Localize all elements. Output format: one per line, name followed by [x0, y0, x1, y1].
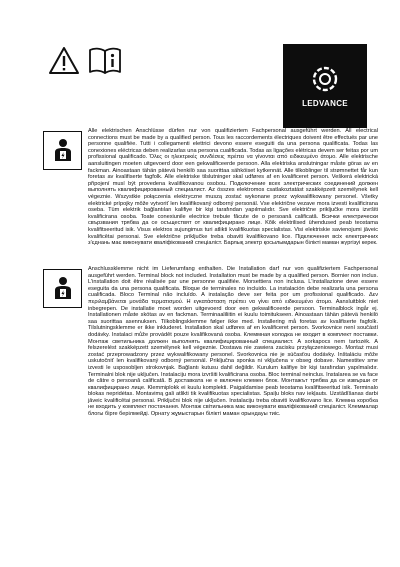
- terminal-block-electrician-icon: [43, 269, 82, 308]
- section-terminal-block: [88, 266, 378, 418]
- qualified-electrician-icon: [43, 131, 82, 170]
- section-electrical-connections-text: Alle elektrischen Anschlüsse dürfen nur von qualifiziertem Fachpersonal ausgeführt werden. All electrical connections must be made by a qualified person. Tous les raccordements électriques doivent être effectués par une personne qualifiée. Tutti i collegamenti elettrici devono essere eseguiti da una persona qualificata. Todas las conexiones eléctricas deben realizarlas una persona cualificada. Todas as ligações elétricas devem ser feitas por um profissional qualificado. Όλες οι ηλεκτρικές συνδέσεις πρέπει να γίνονται από ειδικευμένο άτομο. Alle elektrische aansluitingen moeten uitgevoerd door een gekwalificeerde persoon. Alla elektriska anslutningar måste göras av en fackman. Ainoastaan tähän pätevä henkilö saa suorittaa sähköiset kytkennät. Alle tilkoblinger til strømnettet får kun foretas av kvalifiserte fagfolk. Alle elektriske tilslutninger skal udføres af en kvalificeret person. Veškerá elektrická připojení musí být provedena kvalifikovanou osobou. Подключение всех электрических соединений должен выполнять квалифицированный специалист. Az összes elektromos csatlakoztatást szakképzett személynek kell végeznie. Wszystkie połączenia elektryczne muszą zostać wykonane przez wykwalifikowany personel. Všetky elektrické prípojky môže vytvoriť len kvalifikovaný odborný personál. Vse električne vezave mora izvesti kvalificirana oseba. Tüm elektrik bağlantıları kalifiye bir kişi tarafından yapılmalıdır. Sve električne priključke mora izvršiti kvalificirana osoba. Toate conexiunile electrice trebuie făcute de o persoană calificată. Всички електрически свързвания трябва да се осъществят от квалифицирано лице. Kõik elektrilised ühendused peab teostama kvalifitseeritud isik. Visus elektros sujungimus turi atlikti kvalifikuotas specialistas. Visi elektriskie savienojumi jāveic kvalificētai personai. Sve električne priključke treba obaviti kvalifikovano lice. Підключення всіх електричних з'єднань має виконувати кваліфікований спеціаліст. Барлық электр қосылымдарын білікті маман жүргізуі керек.: [88, 128, 378, 247]
- warning-triangle-icon: [46, 44, 81, 76]
- section-electrical-connections: [88, 128, 378, 247]
- brand-name: LEDVANCE: [302, 98, 348, 108]
- read-manual-icon: [87, 44, 122, 76]
- ledvance-logo: [283, 44, 367, 128]
- top-icon-row: [46, 44, 122, 76]
- section-terminal-block-text: Anschlussklemme nicht im Lieferumfang enthalten. Die Installation darf nur von qualifiziertem Fachpersonal ausgeführt werden. Terminal block not included. Installation must be made by a qualified person. Bornier non inclus. L'installation doit être réalisée par une personne qualifiée. Morsettiera non inclusa. L'installazione deve essere eseguita da una persona qualificata. Bloque de terminales no incluido. La instalación debe realizarla una persona cualificada. Bloco Terminal não incluído. A instalação deve ser feita por um profissional qualificado. Δεν περιλαμβάνεται μονάδα τερματισμού. Η εγκατάσταση πρέπει να γίνει από ειδικευμένο άτομο. Aansluitblok niet inbegrepen. De installatie moet worden uitgevoerd door een gekwalificeerde persoon. Terminalblock ingår ej. Installationen måste skötas av en fackman. Terminaaliliitin ei kuulu toimitukseen. Ainoastaan tähän pätevä henkilö saa suorittaa asennuksen. Tilkoblingsklemme følger ikke med. Installering må foretas av kvalifiserte fagfolk. Tilslutningsklemme er ikke inkluderet. Installation skal udføres af en kvalificeret person. Svorkovnice není součástí dodávky. Instalaci může provádět pouze kvalifikovaná osoba. Клеммная колодка не входит в комплект поставки. Монтаж светильника должен выполнять квалифицированный специалист. A sorkapocs nem tartozék. A felszerelést szakképzett személynek kell végeznie. Dostawa nie zawiera zacisku przyłączeniowego. Montaż musi zostać przeprowadzony przez wykwalifikowany personel. Svorkovnica nie je súčasťou dodávky. Inštaláciu môže uskutočniť len kvalifikovaný odborný personál. Priključna sponka ni vključena v obseg dobave. Namestitev sme izvesti le usposobljen strokovnjak. Bağlantı kutusu dahil değildir. Kurulum kalifiye bir kişi tarafından yapılmalıdır. Terminalni blok nije uključen. Instalaciju mora izvršiti kvalificirana osoba. Bloc terminal neinclus. Instalarea se va face de către o persoană calificată. В доставката не е включен клемен блок. Монтажът трябва да се извърши от квалифицирано лице. Klemmiplokk ei kuulu komplekti. Paigaldamise peab teostama kvalifitseeritud isik. Terminalo blokas nepridėtas. Montavimą gali atlikti tik kvalifikuotas specialistas. Spaiļu bloks nav iekļauts. Uzstādīšanas darbi jāveic kvalificētai personai. Priključni blok nije uključen. Instalaciju treba obaviti kvalifikovano lice. Клемна коробка не входить у комплект постачання. Монтаж світильника має виконувати кваліфікований спеціаліст. Клеммалар блогы бірге берілмейді. Орнату жұмыстарын білікті маман орындауы тиіс.: [88, 266, 378, 418]
- ledvance-logo-mark-icon: [311, 65, 339, 93]
